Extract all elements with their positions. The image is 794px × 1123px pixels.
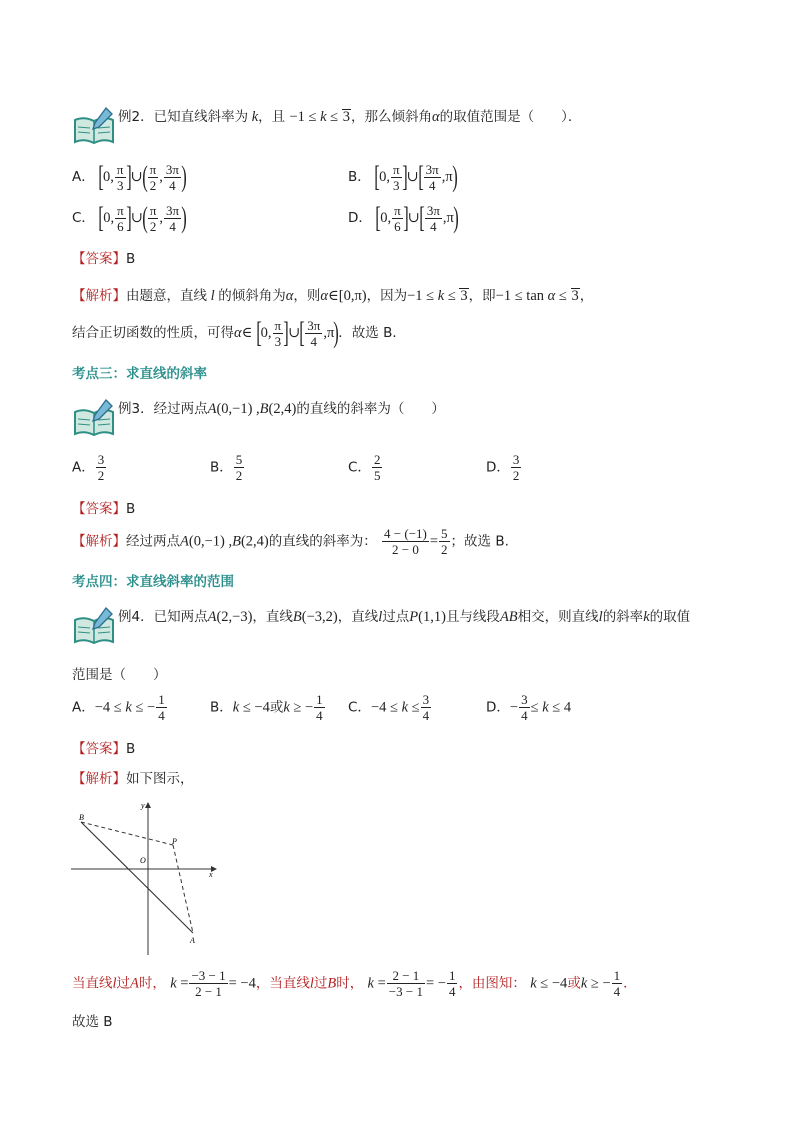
example-4-final: 故选 B <box>72 1014 113 1030</box>
example-2-analysis-line-2: 结合正切函数的性质，可得α∈ [0, $\frac{\pi}{3}$ ]∪[ $\frac{3\pi}{4}$ ,π)．故选 B． <box>72 316 406 349</box>
example-4-option-d: D．− $\frac{3}{4}$ ≤ k ≤ 4 <box>486 692 572 723</box>
notebook-pencil-icon <box>72 606 116 646</box>
example-3-option-a: A． $\frac{3}{2}$ <box>72 452 105 483</box>
example-4-option-a: A．−4 ≤ k ≤ − $\frac{1}{4}$ <box>72 692 165 723</box>
example-3-option-b: B． $\frac{5}{2}$ <box>210 452 243 483</box>
label-b: B <box>79 813 84 822</box>
example-4-option-c: C．−4 ≤ k ≤ $\frac{3}{4}$ <box>348 692 430 723</box>
example-4-analysis: 【解析】如下图示， <box>72 771 194 787</box>
label-a: A <box>190 936 195 945</box>
example-2-option-a: A． [0, $\frac{\pi}{3}$ ]∪( $\frac{\pi}{2}$ , $\frac{3\pi}{4}$ ) <box>72 160 187 193</box>
example-2-option-c: C． [0, $\frac{\pi}{6}$ ]∪( $\frac{\pi}{2}$ , $\frac{3\pi}{4}$ ) <box>72 201 187 234</box>
example-4-question-line-2: 范围是（ ） <box>72 667 167 683</box>
example-4-conclusion: 当直线l过A时， k = $\frac{-3 - 1}{2 - 1}$ = −4，当直线l过B时， k = $\frac{2 - 1}{-3 - 1}$ = − $\frac{1}{4}$ ，由图知： k ≤ −4或k ≥ − $\frac{1}{4}$ ． <box>72 968 637 999</box>
example-2-analysis-line-1: 【解析】由题意，直线 l 的倾斜角为α，则α∈[0,π)，因为−1 ≤ k ≤ 3，即−1 ≤ tan α ≤ 3， <box>72 288 594 304</box>
example-3-analysis: 【解析】经过两点A(0,−1) ,B(2,4)的直线的斜率为： $\frac{4 - (-1)}{2 - 0}$ = $\frac{5}{2}$ ；故选 B. <box>72 526 509 557</box>
example-3-option-d: D． $\frac{3}{2}$ <box>486 452 520 483</box>
example-4-answer: 【答案】B <box>72 741 136 757</box>
example-3-option-c: C． $\frac{2}{5}$ <box>348 452 381 483</box>
example-3-question: 例3．经过两点A(0,−1) ,B(2,4)的直线的斜率为（ ） <box>118 401 445 417</box>
label-x: x <box>209 870 213 879</box>
example-3-answer: 【答案】B <box>72 501 136 517</box>
notebook-pencil-icon <box>72 106 116 146</box>
section-title-kd3: 考点三：求直线的斜率 <box>72 366 207 382</box>
label-y: y <box>141 801 145 810</box>
example-2-answer: 【答案】B <box>72 251 136 267</box>
coordinate-figure <box>66 795 226 960</box>
example-2-option-d: D． [0, $\frac{\pi}{6}$ ]∪[ $\frac{3\pi}{4}$ ,π) <box>348 201 459 234</box>
label-p: P <box>172 837 177 846</box>
section-title-kd4: 考点四：求直线斜率的范围 <box>72 574 234 590</box>
example-2-question: 例2．已知直线斜率为 k，且 −1 ≤ k ≤ 3，那么倾斜角α的取值范围是（ ）． <box>118 109 582 125</box>
notebook-pencil-icon <box>72 398 116 438</box>
example-4-question: 例4．已知两点A(2,−3)，直线B(−3,2)，直线l过点P(1,1)且与线段AB相交，则直线l的斜率k的取值 <box>118 609 691 625</box>
example-2-option-b: B． [0, $\frac{\pi}{3}$ ]∪[ $\frac{3\pi}{4}$ ,π) <box>348 160 458 193</box>
segment-pa <box>173 845 193 933</box>
segment-pb <box>81 822 173 845</box>
label-o: O <box>140 856 146 865</box>
example-4-option-b: B．k ≤ −4或k ≥ − $\frac{1}{4}$ <box>210 692 323 723</box>
